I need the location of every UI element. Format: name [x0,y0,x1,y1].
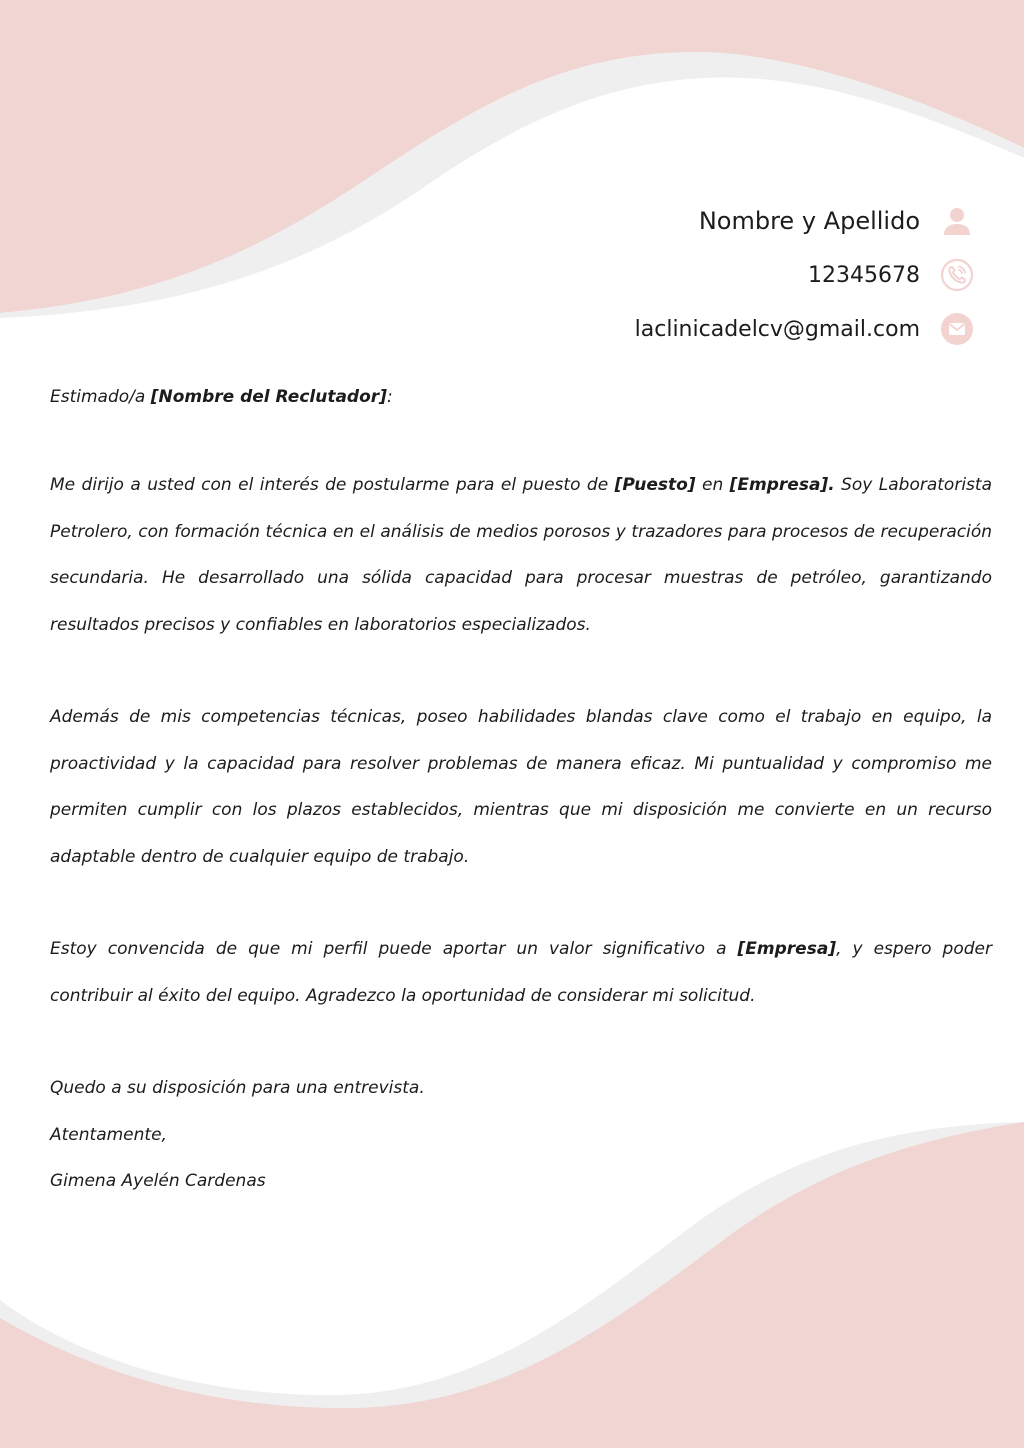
closing-availability: Quedo a su disposición para una entrevista. [50,1078,425,1098]
contact-name-row [635,194,974,248]
person-icon [940,204,974,238]
recruiter-placeholder: [Nombre del Reclutador] [150,387,387,407]
paragraph-2: Además de mis competencias técnicas, poseo habilidades blandas clave como el trabajo en equipo, la proactividad y la capacidad para resolver problemas de manera eficaz. Mi puntualidad y compromiso me permiten cumplir con los plazos establecidos, mientras que mi disposición me convierte en un recurso adaptable dentro de cualquier equipo de trabajo. [50,707,992,867]
contact-email: laclinicadelcv@gmail.com [634,316,920,342]
phone-icon [940,258,974,292]
letter-body [50,378,992,1205]
puesto-placeholder: [Puesto] [614,475,696,495]
contact-name: Nombre y Apellido [698,207,920,235]
mail-icon [940,312,974,346]
contact-phone: 12345678 [808,262,920,288]
spacer [50,416,992,462]
contact-block [635,194,974,356]
signature: Gimena Ayelén Cardenas [50,1171,266,1191]
paragraph-3-part-1: Estoy convencida de que mi perfil puede aportar un valor significativo a [50,939,738,959]
salutation [50,378,992,416]
paragraph-1 [50,462,992,648]
paragraph-3-part-2: , y espero poder contribuir al éxito del equipo. Agradezco la oportunidad de considerar mi solicitud. [50,939,992,1006]
salutation-suffix: : [386,387,393,407]
spacer [50,880,992,926]
closing-regards: Atentamente, [50,1124,167,1145]
spacer [50,648,992,694]
paragraph-1-part-1: Me dirijo a usted con el interés de postularme para el puesto de [50,475,615,495]
empresa-placeholder: [Empresa] [737,939,837,959]
paragraph-1-part-2: en [695,475,730,495]
contact-email-row [635,302,974,356]
salutation-prefix: Estimado/a [50,387,151,407]
contact-phone-row [635,248,974,302]
spacer [50,1019,992,1065]
paragraph-3 [50,926,992,1019]
paragraph-1-part-3: Soy Laboratorista Petrolero, con formación técnica en el análisis de medios porosos y trazadores para procesos de recuperación secundaria. He desarrollado una sólida capacidad para procesar muestras de petróleo, garantizando resultados precisos y confiables en laboratorios especializados. [50,475,992,635]
empresa-placeholder: [Empresa]. [729,475,835,495]
